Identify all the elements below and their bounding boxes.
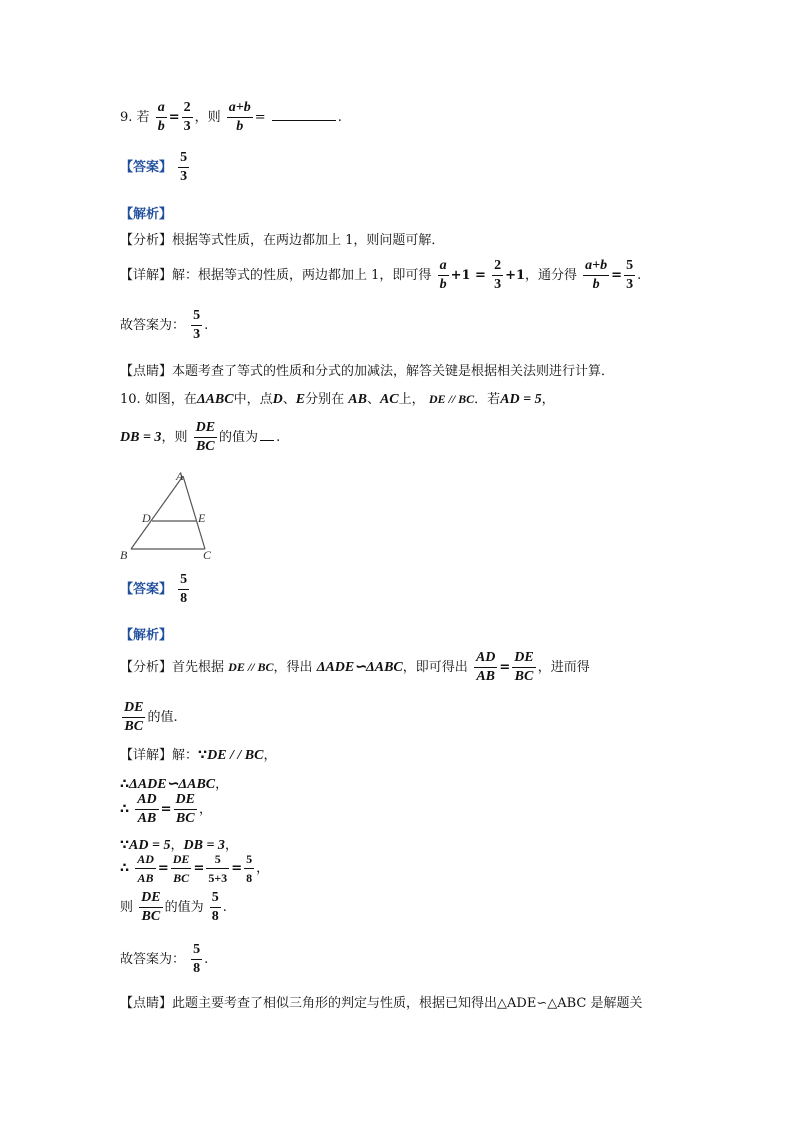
q9-answer-blank: [272, 108, 336, 121]
q9-answer-fraction: $\frac{5}{3}$: [180, 150, 188, 184]
point-d-label: D: [142, 511, 151, 525]
q10-step-ratio: ∴ $\frac{AD}{AB}$ = $\frac{DE}{BC}$ ，: [120, 792, 213, 826]
vertex-b-label: B: [120, 548, 128, 562]
q9-final-answer: 故答案为： $\frac{5}{3}$ .: [120, 308, 209, 342]
q9-number: 9. 若: [120, 110, 150, 125]
q9-xiangjie: 【详解】解：根据等式的性质，两边都加上 1，即可得 $\frac{a}{b}$ +1 = $\frac{2}{3}$ +1，通分得 $\frac{a+b}{b}$ = $\frac{5}{3}$ .: [120, 258, 642, 292]
q10-triangle-figure: [115, 468, 225, 568]
q10-answer-blank: [260, 428, 274, 441]
q9-analysis-label: 【解析】: [120, 207, 173, 222]
q10-xiangjie: 【详解】解：∵DE / / BC，: [120, 748, 277, 763]
q9-fraction-2-3: $\frac{2}{3}$: [183, 100, 191, 134]
q10-fenxi-cont: $\frac{DE}{BC}$ 的值.: [124, 700, 178, 734]
q10-analysis-label: 【解析】: [120, 628, 173, 643]
q10-fenxi: 【分析】首先根据 DE // BC，得出 ΔADE∽ΔABC，即可得出 $\frac{AD}{AB}$ = $\frac{DE}{BC}$ ，进而得: [120, 650, 590, 684]
q9-dianjing: 【点睛】本题考查了等式的性质和分式的加减法，解答关键是根据相关法则进行计算．: [120, 364, 615, 379]
q10-step-compute: ∴ $\frac{AD}{AB}$ = $\frac{DE}{BC}$ = $\frac{5}{5+3}$ = $\frac{5}{8}$ ，: [120, 852, 270, 885]
vertex-a-label: A: [176, 469, 184, 483]
q9-question: 9. 若 $\frac{a}{b}$ = $\frac{2}{3}$ ，则 $\frac{a+b}{b}$ = .: [120, 100, 342, 134]
point-e-label: E: [198, 511, 206, 525]
q9-fraction-sum-over-b: $\frac{a+b}{b}$: [228, 100, 251, 134]
q10-step-given: ∵AD = 5，DB = 3，: [120, 838, 238, 853]
q9-fenxi: 【分析】根据等式性质，在两边都加上 1，则问题可解．: [120, 233, 445, 248]
q10-question-line2: DB = 3，则 $\frac{DE}{BC}$ 的值为 .: [120, 420, 281, 454]
q10-dianjing: 【点睛】此题主要考查了相似三角形的判定与性质，根据已知得出△ADE∽△ABC 是解题关: [120, 996, 643, 1011]
q9-fraction-a-over-b: $\frac{a}{b}$: [157, 100, 165, 134]
q10-final-answer: 故答案为： $\frac{5}{8}$ .: [120, 942, 209, 976]
q9-answer: [120, 150, 191, 185]
q10-step-conclusion: 则 $\frac{DE}{BC}$ 的值为 $\frac{5}{8}$ .: [120, 890, 227, 924]
q10-step-similar: ∴ΔADE∽ΔABC，: [120, 777, 229, 792]
q10-answer: 【答案】 $\frac{5}{8}$: [120, 572, 188, 606]
answer-label: 【答案】: [120, 160, 173, 175]
q10-question-line1: 10. 如图，在ΔABC中，点D、E分别在 AB、AC上， DE // BC．若AD = 5，: [120, 392, 555, 407]
vertex-c-label: C: [203, 548, 212, 562]
